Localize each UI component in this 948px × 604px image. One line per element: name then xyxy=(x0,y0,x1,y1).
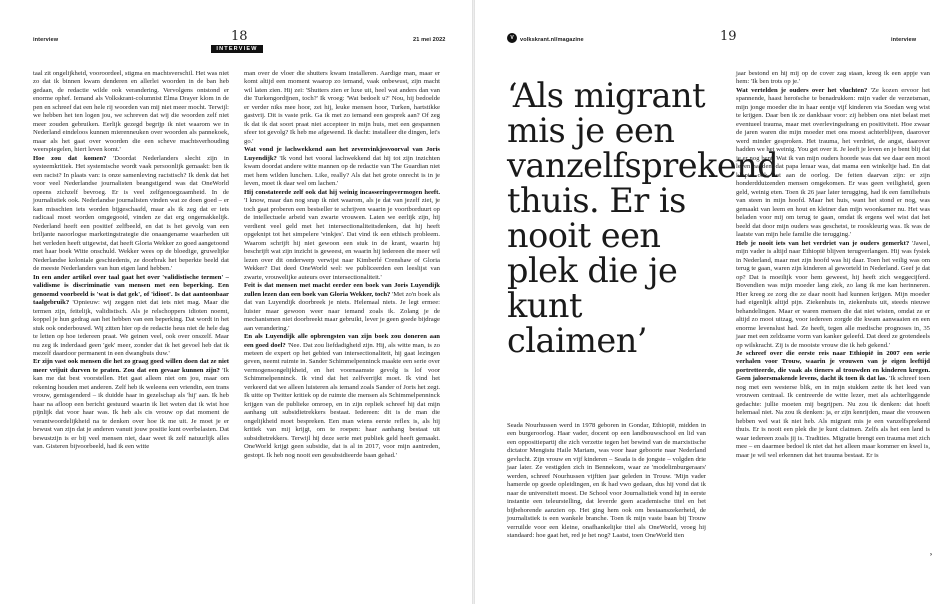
interview-question: Wat vond je lachwekkend aan het zevenvinkjesvoorval van Joris Luyendijk? xyxy=(244,146,440,162)
interview-answer: taal zit ongelijkheid, vooroordeel, stigma en machtsverschil. Het was niet zo dat ik binnen kwam denderen en allerlei woorden in de ban heb gedaan, de redactie wilde ook verandering. Vervolgens ontstond er enorme ophef. Iemand als Volkskrant-columnist Elma Drayer klom in de pen en schreef dat een hele rij woorden van mij niet meer mocht. Terwijl: we hebben het ten logen jou, we schreven dat wij die woorden zelf niet meer zouden gebruiken. Eerlijk gezegd begrijp ik niet waarom we in Nederland eindeloos kunnen mierenneuken over woorden als pannekoek, maar als het gaat over woorden die een scheve machtsverhouding weerspiegelen, hiert leven komt.' xyxy=(33,70,229,154)
interview-answer: 'Ze kozen ervoor het spannende, haast heroïsche te benadrukken: mijn vader de verzetsman, mijn jonge moeder die in haar eentje vijf kinderen via Soedan weg wist te krijgen. Daar ben ik ze dankbaar voor: zij hebben ons niet belast met eventueel trauma, maar met overlevingsdrang en positiviteit. Hoe zwaar de jaren waren die mijn moeder met ons moest achterblijven, daarover werd minder gesproken. Het trauma, het verdriet, de angst, daarover hadden we het weinig. You get over it. Je leeft je leven en je bent blij dat je er nog bent. Wat ik van mijn ouders hoorde was dat we daar een mooi leven hadden, dat papa leraar was, dat mama een winkeltje had. En dat klopte ook, tot aan de oorlog. De feiten daarvan zijn: er zijn honderdduizenden mensen omgekomen. Er was geen veiligheid, geen geld, weinig eten. Toen ik 26 jaar later terugging, had ik een familiehuis van steen in mijn hoofd. Maar het huis, want het stond er nog, was gemaakt van leem en hout en kleiner dan mijn woonkamer nu. Het was beladen voor mij om terug te gaan, omdat ik ergens wel wist dat het beeld dat door mijn ouders was geschetst, te rooskleurig was. Ik was de laatste van mijn hele familie die terugging.' xyxy=(736,86,930,239)
paragraph xyxy=(736,87,930,240)
interview-question: Wat vertelden je ouders over het vluchten? xyxy=(736,86,868,94)
left-column-2 xyxy=(244,70,440,460)
end-mark-icon: › xyxy=(930,552,932,558)
paragraph xyxy=(736,350,930,460)
interview-answer: man over de vloer die shutters kwam installeren. Aardige man, maar er komt altijd een moment waarop zo iemand, vaak onbewust, zijn macht wil laten zien. Hij zei: 'Shutters zien er luxe uit, heel wat anders dan van die Turkengordijnen, toch?' Ik vroeg: 'Wat bedoelt u?' Nou, hij bedoelde er verder niks mee hoor, zei hij, leuke mensen hoor, Turken, hartstikke gastvrij. Dit is vaste prik. Ga ik met zo iemand een gesprek aan? Of zeg ik dat ik dat soort praat niet accepteer in mijn huis, met een gespannen sfeer tot gevolg? Ik heb me afgewend. Ik dacht: installeer die dingen, let's go.' xyxy=(244,70,440,145)
section-header-right: interview xyxy=(891,37,917,43)
page-number-right: 19 xyxy=(720,29,737,44)
interview-question: Hoe zou dat komen? xyxy=(33,154,107,162)
section-header-left: interview xyxy=(33,37,59,43)
right-page xyxy=(475,0,948,604)
interview-answer: 'Ik vond het vooral lachwekkend dat hij tot zijn inzichten kwam doordat andere witte mannen op de redactie van The Guardian niet met hem wilden lunchen. Like, really? Als dat het grote onrecht is in je leven, moet ik daar wel om lachen.' xyxy=(244,154,440,188)
interview-answer: 'Doordat Nederlanders slecht zijn in systeemkritiek. Het systemische wordt vaak persoonlijk gemaakt: ben ik een racist? In plaats van: is onze samenleving racistisch? Ik denk dat het voor veel Nederlandse journalisten beangstigend was dat OneWorld opeens zichzelf bevroeg. Er is veel zelfgenoegzaamheid. In de journalistiek ook. Nederlandse journalisten vinden wat ze doen goed – er kan misschien iets worden bijgeschaafd, maar als ik zeg dat er iets radicaal moet worden omgegooid, vinden ze dat erg ongemakkelijk. Nederland heeft een positief zelfbeeld, en dat is het gevolg van een briljante naoorlogse marketingstrategie die onaangename waarheden uit het verleden heeft uitgewist, dat heeft Gloria Wekker zo goed aangetoond met haar boek Witte onschuld. Wekker wees op de bloedige, gruwelijke Nederlandse koloniale geschiedenis, ze doorbrak het beperkte beeld dat de meeste Nederlanders van hun eigen land hebben.' xyxy=(33,154,230,273)
paragraph xyxy=(244,333,440,460)
paragraph xyxy=(33,358,229,451)
section-label: INTERVIEW xyxy=(211,45,263,53)
page-number-left: 18 xyxy=(231,29,248,44)
intro-text: Seada Nourhussen werd in 1978 geboren in Gondar, Ethiopië, midden in een burgeroorlog. Haar vader, docent op een landbouwschool en lid van een oppositiepartij die zich verzette tegen het bewind van de marxistische dictator Mengistu Haile Mariam, was voor haar geboorte naar Nederland gevlucht. Zijn vrouw en vijf kinderen – Seada is de jongste – volgden drie jaar later. Ze vestigden zich in Bennekom, waar ze 'modelimburgeraars' werden, schreef Nourhussen vijftien jaar geleden in Trouw. 'Mijn vader hamerde op goede opleidingen, en ik had vwo gedaan, dus hij vond dat ik naar de universiteit moest. De School voor Journalistiek vond hij in eerste instantie een teleurstelling, dat leverde geen academische titel en het bijbehorende aanzien op. Het ging hem ook om bestaanszekerheid, de journalistiek is een wankele branche. Toen ik mijn vaste baan bij Trouw verruilde voor een kleine, onafhankelijke titel als OneWorld, vroeg hij standaard: hoe gaat het, red je het nog? Laatst, toen OneWorld tien xyxy=(507,422,706,540)
paragraph xyxy=(33,70,229,155)
issue-date: 21 mei 2022 xyxy=(413,37,446,43)
left-column-1 xyxy=(33,70,229,452)
site-url: volkskrant.nl/magazine xyxy=(520,37,584,43)
paragraph xyxy=(33,155,229,274)
left-page xyxy=(0,0,473,604)
paragraph xyxy=(736,70,930,87)
paragraph xyxy=(244,146,440,188)
interview-answer: 'Opnieuw: wij zeggen niet dat iets niet mag. Maar die termen zijn, feitelijk, validistisch. Als je relschoppers idioten noemt, koppel je hun gedrag aan het hebben van een beperking. Dat wordt in het stuk ook onderbouwd. Wij zitten hier op de redactie heus niet de hele dag te letten op hoe iedereen praat. We geinen veel, ook over onszelf. Maar nu zeg ik inderdaad geen 'gek' meer, zonder dat ik het gevoel heb dat ik mezelf daardoor permanent in een dwangbuis duw.' xyxy=(33,299,229,357)
interview-answer: 'Ik schreef toen nog met een westerse blik, en in mijn stukken zette ik het leed van vrouwen centraal. Ik centreerde de witte lezer, met als achterliggende gedachte: jullie moeten mij begrijpen. Nu zou ik denken: dat hoeft helemaal niet. Na zou ik denken: ja, er zijn kenrijden, maar die vrouwen hebben wel wat ik niet heb. Als migrant mis je een vanzelfsprekend thuis. Er is nooit een plek die je kunt claimen. Zelfs als het een land is waar iedereen zoals jij is. Tradities. Migratie brengt een trauma met zich mee – en daarmee bedoel ik niet dat het alleen maar kommer en kwel is, maar je wil wel erkennen dat het trauma bestaat. Er is xyxy=(736,375,930,459)
paragraph xyxy=(244,282,440,333)
interview-question: Hij constateerde zelf ook dat hij weinig incasseringsvermogen heeft. xyxy=(244,188,440,196)
interview-answer: jaar bestond en hij mij op de cover zag staan, kreeg ik een appje van hem: 'Ik ben trots op je.' xyxy=(736,70,930,86)
interview-question: Heb je nooit iets van het verdriet van je ouders gemerkt? xyxy=(736,239,910,247)
interview-answer: 'Nee. Dat zou liefdadigheid zijn. Hij, als witte man, is zo meteen de expert op het gebied van intersectionaliteit, hij gaat lezingen geven, neemt ruimte in. Sander Schimmelpenninck maakte een serie over vermogensongelijkheid, en het voornaamste gevolg is lof voor Schimmelpenninck. Ik vind dat het zelfverrijkt moet. Ik vind het verkeerd dat we alleen luisteren als iemand zoals Sander of Joris het zegt. Ik uitte op Twitter kritiek op de ruimte die mensen als Schimmelpenninck krijgen van de publieke omroep, en in zijn repliek schreef hij dat mijn aanhang uit subsidietrekkers bestaat. Iedereen: dit is de man die ongelijkheid moet bespreken. Een man wiens eerste reflex is, als hij kritiek van mij krijgt, om te roepen: haar aanhang bestaat uit subsidietrekkers. Terwijl hij deze serie met publiek geld heeft gemaakt. OneWorld krijgt geen subsidie, dat is al in 2017, voor mijn aantreden, gestopt. Ik heb nog nooit een gesubsidieerde baan gehad.' xyxy=(244,341,440,459)
volkskrant-logo-icon: V xyxy=(507,33,517,43)
interview-question: In een ander artikel over taal gaat het over 'validistische termen' – validisme is discriminatie van mensen met een beperking. Een genoemd voorbeeld is 'wat is dat gek', of 'idioot'. Is dat aantoonbaar taalgebruik? xyxy=(33,273,229,307)
pull-quote-headline: ‘Als migrant mis je een vanzelfsprekend thuis. Er is nooit een plek die je kunt claimen’ xyxy=(507,76,779,360)
paragraph xyxy=(33,274,229,359)
interview-question: Er zijn vast ook mensen die het zo graag goed willen doen dat ze niet meer vrijuit durven te praten. Zou dat een gevaar kunnen zijn? xyxy=(33,358,229,374)
paragraph xyxy=(244,70,440,146)
right-column xyxy=(736,70,930,460)
interview-answer: 'Met zo'n boek als dat van Luyendijk doorbreek je niets. Helemaal niets. Je legt ermee: luister maar gewoon weer naar iemand zoals ik. Zolang je de mechanismen niet doorbreekt maar gebruikt, lever je geen goede bijdrage aan verandering.' xyxy=(244,290,440,332)
intro-paragraph xyxy=(507,422,706,541)
interview-answer: 'Ik kan me dat best voorstellen. Het gaat alleen niet om jou, maar om rekening houden met anderen. Zelf heb ik weleens een vriendin, een trans vrouw, gemisgenderd – ik duidde haar in gezelschap als 'hij' aan. Ik heb haar na afloop een bericht gestuurd waarin ik liet weten dat ik wist hoe pijnlijk dat voor haar was. Ik heb als cis vrouw op dat moment de verantwoordelijkheid na te denken over hoe ik me uit. Je moet je er bewust van zijn dat je anderen vanuit jouw positie kunt overbelasten. Dat bewustzijn is er bij veel mensen niet, daar weet ik zelf natuurlijk alles van. Gisteren bijvoorbeeld, had ik een witte xyxy=(33,366,230,451)
interview-answer: 'Jawel, mijn vader is altijd naar Ethiopië blijven terugverlangen. Hij was fysiek in Nederland, maar met zijn hoofd was hij daar. Toen het veilig was om terug te gaan, waren zijn kinderen al geworteld in Nederland. Geef je dat op? Dat is moeilijk voor hem geweest, hij heeft zich weggecijferd. Bovendien was mijn moeder lang ziek, zo lang ik me kan herinneren. Hier kreeg ze zorg die ze daar nooit had kunnen krijgen. Mijn moeder had eigenlijk altijd pijn. Ziekenhuis in, ziekenhuis uit, steeds nieuwe behandelingen. Maar er waren mensen die dat niet wisten, omdat ze er altijd zo mooi uitzag, voor iedereen zorgde die kwam aanwaaien en een enorme levenslust had. Ze heeft, tegen alle medische prognoses in, 35 jaar met een zeldzame vorm van kanker geleefd. Dat deed ze grotendeels op wilskracht. Zij is de mooiste vrouw die ik heb gekend.' xyxy=(736,239,930,349)
paragraph xyxy=(244,189,440,282)
paragraph xyxy=(736,240,930,350)
interview-question: En als Luyendijk alle opbrengsten van zijn boek zou doneren aan een goed doel? xyxy=(244,333,440,349)
interview-question: Feit is dat mensen met macht eerder een boek van Joris Luyendijk zullen lezen dan een boek van Gloria Wekker, toch? xyxy=(244,282,440,298)
interview-question: Je schreef over die eerste reis naar Ethiopië in 2007 een serie verhalen voor Trouw, waarin je vrouwen van je eigen leeftijd portretteerde, die vaak als tieners al trouwden en kinderen kregen. Geen jaloersmakende levens, dacht ik toen ik dat las. xyxy=(736,349,930,383)
interview-answer: 'I know, maar dan nog snap ik niet waarom, als je dat van jezelf ziet, je toch gaat proberen een bestseller te schrijven waarin je voortborduurt op de intellectuele arbeid van zwarte vrouwen. Laten we eerlijk zijn, hij verdient veel geld met het intersectionaliteitsdenken, dat hij heeft opgeknipt tot het simpelere 'vinkjes'. Dat vind ik een ethisch probleem. Waarom schrijft hij niet gewoon een stuk in de krant, waarin hij beschrijft wat zijn inzicht is geweest, en waarin hij iedereen die meer wil lezen over dit onderwerp verwijst naar Kimberlé Crenshaw of Gloria Wekker? Dat deed OneWorld wel: we publiceerden een leeslijst van zwarte, vrouwelijke auteurs over intersectionaliteit.' xyxy=(244,197,440,281)
